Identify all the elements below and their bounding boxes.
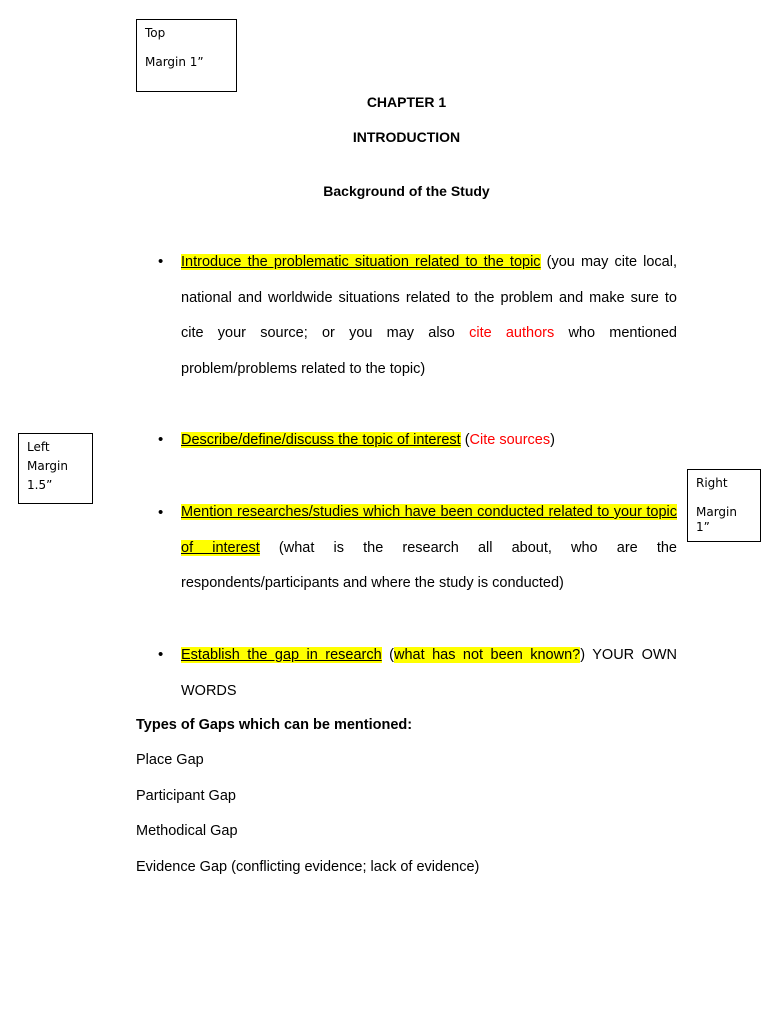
gap-item: Participant Gap [136,788,236,804]
bullet-icon: • [158,646,164,663]
body-text: ) YOUR OWN WORDS [181,647,678,699]
bullet-item-4 [181,638,677,709]
left-margin-note [18,433,93,504]
right-margin-word: Margin [696,505,737,519]
left-margin-label: Left [27,440,50,454]
right-margin-value: 1” [696,520,710,534]
body-text: ) [550,432,555,448]
right-margin-note [687,469,761,542]
bullet-icon: • [158,431,164,448]
highlighted-question: what has not been known? [394,647,581,663]
top-margin-label: Top [145,26,166,40]
bullet-item-2 [181,423,677,459]
red-note: Cite sources [469,432,551,448]
top-margin-value: Margin 1” [145,55,204,69]
body-text: ( [460,432,470,448]
body-text: ( [381,647,394,663]
introduction-heading: INTRODUCTION [352,129,461,145]
highlighted-text: Mention researches/studies which have been conducted related to your topic of interest [181,504,677,556]
body-text: (what is the research all about, who are the respondents/participants and where the study is conducted) [181,539,678,591]
gaps-title: Types of Gaps which can be mentioned: [136,717,413,733]
highlighted-text: Describe/define/discuss the topic of interest [181,432,461,448]
left-margin-word: Margin [27,459,68,473]
body-text: (you may cite local, national and worldwide situations related to the problem and make sure to cite your source; or you may also [181,254,677,341]
right-margin-label: Right [696,476,728,490]
top-margin-note [136,19,237,92]
bullet-icon: • [158,504,164,521]
body-text: who mentioned problem/problems related to the topic) [181,325,677,377]
left-margin-value: 1.5” [27,478,53,492]
gap-item: Methodical Gap [136,823,238,839]
bullet-item-3 [181,495,677,602]
bullet-icon: • [158,253,164,270]
highlighted-text: Establish the gap in research [181,647,382,663]
background-heading: Background of the Study [323,183,490,199]
highlighted-text: Introduce the problematic situation related to the topic [181,254,541,270]
gap-item: Place Gap [136,752,204,768]
red-note: cite authors [469,325,555,341]
gap-item: Evidence Gap (conflicting evidence; lack of evidence) [136,859,480,875]
bullet-item-1 [181,245,677,387]
chapter-heading: CHAPTER 1 [366,94,447,110]
